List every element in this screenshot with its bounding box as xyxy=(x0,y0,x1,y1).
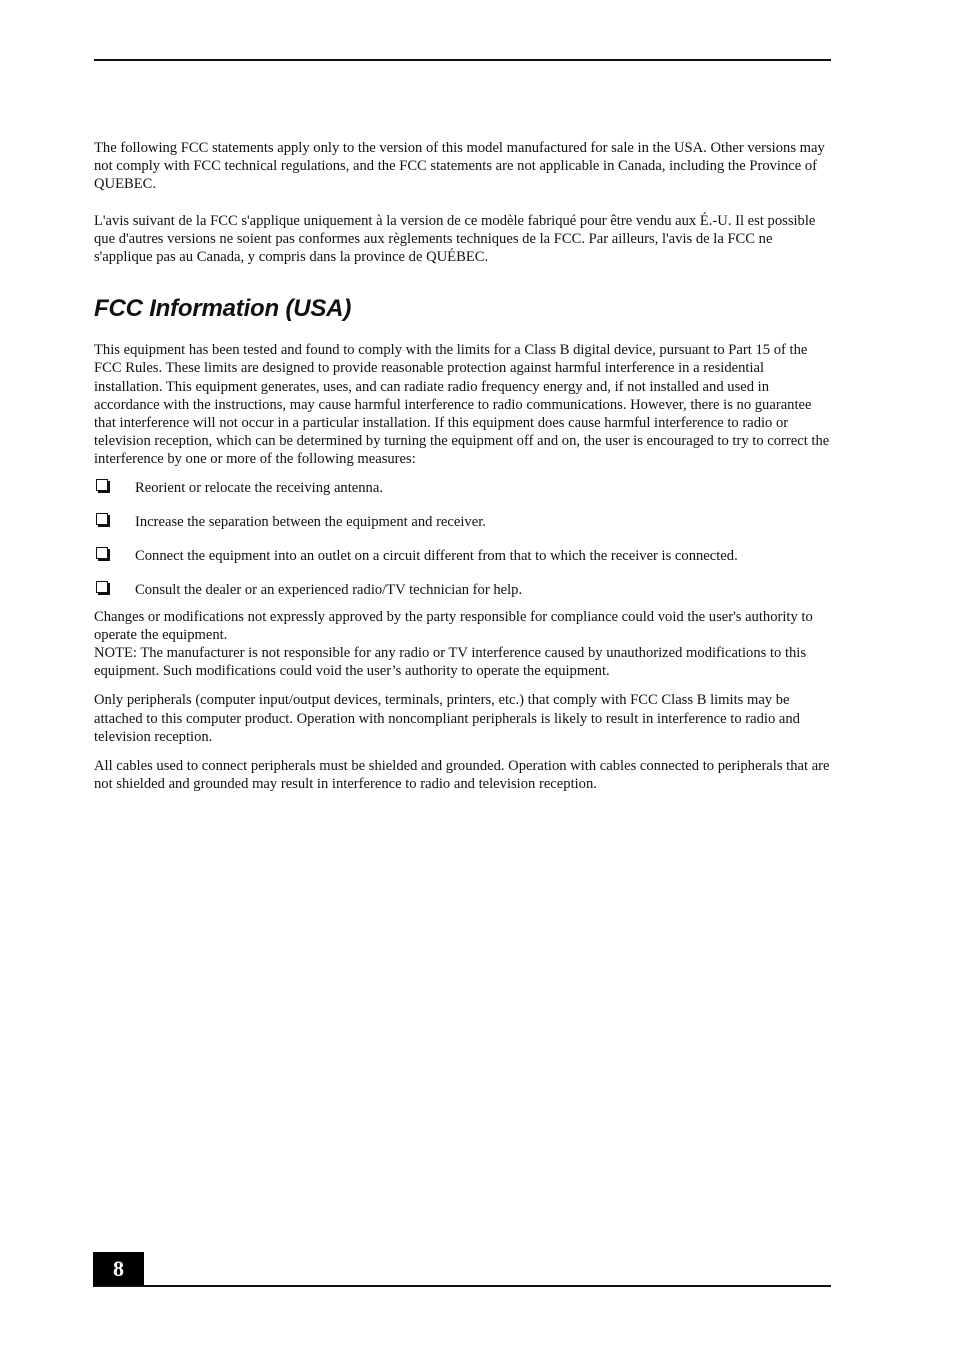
measures-list xyxy=(94,479,831,615)
header-rule xyxy=(94,59,831,61)
list-item xyxy=(94,581,831,615)
peripherals-paragraph: Only peripherals (computer input/output devices, terminals, printers, etc.) that comply with FCC Class B limits may be attached to this computer product. Operation with noncompliant peripherals is likely to result in interference to radio and television reception. xyxy=(94,692,800,745)
checkbox-bullet-icon xyxy=(96,581,108,593)
measure-text: Increase the separation between the equipment and receiver. xyxy=(135,513,486,530)
note-paragraph: NOTE: The manufacturer is not responsible for any radio or TV interference caused by unauthorized modifications to this equipment. Such modifications could void the user’s authority to operate the equipment. xyxy=(94,645,807,680)
changes-paragraph: Changes or modifications not expressly approved by the party responsible for compliance could void the user's authority to operate the equipment. xyxy=(94,608,813,643)
page-content xyxy=(94,139,831,793)
measure-text: Connect the equipment into an outlet on a circuit different from that to which the receiver is connected. xyxy=(135,547,738,564)
intro-paragraph-french: L'avis suivant de la FCC s'applique uniquement à la version de ce modèle fabriqué pour être vendu aux É.-U. Il est possible que d'autres versions ne soient pas conformes aux règlements techniques de la FCC. Par ailleurs, l'avis de la FCC ne s'applique pas au Canada, y compris dans la province de QUÉBEC. xyxy=(94,212,816,266)
measure-text: Reorient or relocate the receiving antenna. xyxy=(135,479,383,496)
page-number: 8 xyxy=(93,1252,144,1286)
intro-paragraph-english: The following FCC statements apply only to the version of this model manufactured for sale in the USA. Other versions may not comply with FCC technical regulations, and the FCC statements are not applicable in Canada, including the Province of QUEBEC. xyxy=(94,140,825,193)
footer-rule xyxy=(93,1285,831,1287)
list-item xyxy=(94,513,831,547)
checkbox-bullet-icon xyxy=(96,479,108,491)
measure-text: Consult the dealer or an experienced radio/TV technician for help. xyxy=(135,581,523,598)
fcc-compliance-paragraph: This equipment has been tested and found to comply with the limits for a Class B digital device, pursuant to Part 15 of the FCC Rules. These limits are designed to provide reasonable protection against harmful interference in a residential installation. This equipment generates, uses, and can radiate radio frequency energy and, if not installed and used in accordance with the instructions, may cause harmful interference to radio communications. However, there is no guarantee that interference will not occur in a particular installation. If this equipment does cause harmful interference to radio or television reception, which can be determined by turning the equipment off and on, the user is encouraged to try to correct the interference by one or more of the following measures: xyxy=(94,342,830,468)
list-item xyxy=(94,479,831,513)
cables-paragraph: All cables used to connect peripherals must be shielded and grounded. Operation with cables connected to peripherals that are not shielded and grounded may result in interference to radio and television reception. xyxy=(94,758,830,793)
checkbox-bullet-icon xyxy=(96,547,108,559)
section-title: FCC Information (USA) xyxy=(94,295,352,323)
checkbox-bullet-icon xyxy=(96,513,108,525)
list-item xyxy=(94,547,831,581)
